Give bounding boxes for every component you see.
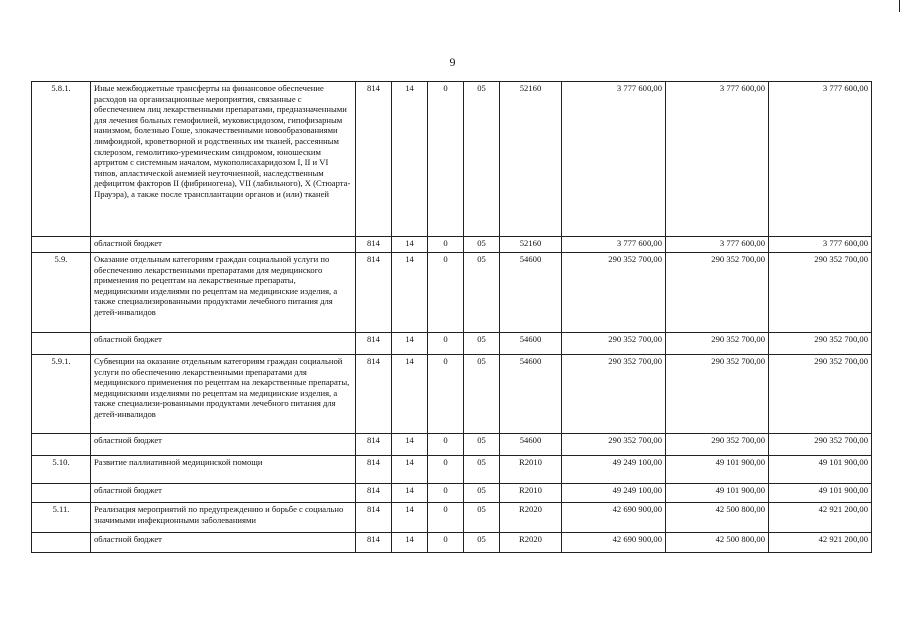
code-section: 14: [392, 434, 428, 456]
budget-table: [31, 81, 872, 553]
row-description: областной бюджет: [91, 533, 356, 553]
code-target: R2010: [500, 456, 562, 484]
amount-year-3: 290 352 700,00: [769, 355, 872, 434]
code-ministry: 814: [356, 434, 392, 456]
amount-year-3: 290 352 700,00: [769, 333, 872, 355]
code-subprogram: 05: [464, 503, 500, 533]
amount-year-2: 290 352 700,00: [666, 333, 769, 355]
amount-year-2: 290 352 700,00: [666, 355, 769, 434]
code-section: 14: [392, 484, 428, 503]
row-description: Иные межбюджетные трансферты на финансовое обеспечение расходов на организационные мероприятия, связанные с обеспечением лиц лекарственными препаратами, предназначенными для лечения больных гемофилией, муковисцидозом, гипофизарным нанизмом, болезнью Гоше, злокачественными новообразованиями лимфоидной, кроветворной и родственных им тканей, рассеянным склерозом, гемолитико-уремическим синдромом, юношеским артритом с системным началом, мукополисахаридозом I, II и VI типов, апластической анемией неуточненной, наследственным дефицитом факторов II (фибриногена), VII (лабильного), X (Стюарта-Прауэра), а также после трансплантации органов и (или) тканей: [91, 82, 356, 237]
amount-year-1: 3 777 600,00: [562, 237, 666, 253]
code-program: 0: [428, 82, 464, 237]
amount-year-2: 49 101 900,00: [666, 484, 769, 503]
amount-year-2: 42 500 800,00: [666, 503, 769, 533]
code-target: 54600: [500, 434, 562, 456]
amount-year-1: 290 352 700,00: [562, 434, 666, 456]
row-number: 5.9.: [32, 253, 91, 333]
amount-year-2: 290 352 700,00: [666, 253, 769, 333]
row-description: областной бюджет: [91, 237, 356, 253]
code-target: 54600: [500, 333, 562, 355]
code-program: 0: [428, 355, 464, 434]
code-ministry: 814: [356, 82, 392, 237]
code-program: 0: [428, 533, 464, 553]
table-row: [32, 253, 872, 333]
amount-year-3: 49 101 900,00: [769, 456, 872, 484]
amount-year-1: 42 690 900,00: [562, 533, 666, 553]
amount-year-1: 290 352 700,00: [562, 333, 666, 355]
code-ministry: 814: [356, 355, 392, 434]
table-row: [32, 355, 872, 434]
code-ministry: 814: [356, 237, 392, 253]
row-description: Субвенции на оказание отдельным категориям граждан социальной услуги по обеспечению лекарственными препаратами для медицинского применения по рецептам на лекарственные препараты, медицинскими изделиями по рецептам на медицинские изделия, а также специализи-рованными продуктами лечебного питания для детей-инвалидов: [91, 355, 356, 434]
amount-year-3: 49 101 900,00: [769, 484, 872, 503]
code-program: 0: [428, 237, 464, 253]
amount-year-1: 49 249 100,00: [562, 456, 666, 484]
amount-year-2: 49 101 900,00: [666, 456, 769, 484]
amount-year-3: 290 352 700,00: [769, 253, 872, 333]
code-subprogram: 05: [464, 333, 500, 355]
amount-year-2: 3 777 600,00: [666, 82, 769, 237]
amount-year-3: 42 921 200,00: [769, 533, 872, 553]
code-section: 14: [392, 533, 428, 553]
code-subprogram: 05: [464, 82, 500, 237]
code-program: 0: [428, 503, 464, 533]
row-number: 5.11.: [32, 503, 91, 533]
code-ministry: 814: [356, 456, 392, 484]
code-ministry: 814: [356, 253, 392, 333]
code-subprogram: 05: [464, 237, 500, 253]
code-subprogram: 05: [464, 253, 500, 333]
code-ministry: 814: [356, 333, 392, 355]
row-number: [32, 533, 91, 553]
amount-year-1: 290 352 700,00: [562, 253, 666, 333]
code-subprogram: 05: [464, 456, 500, 484]
code-program: 0: [428, 253, 464, 333]
code-subprogram: 05: [464, 355, 500, 434]
amount-year-1: 3 777 600,00: [562, 82, 666, 237]
code-subprogram: 05: [464, 533, 500, 553]
row-description: областной бюджет: [91, 333, 356, 355]
amount-year-2: 3 777 600,00: [666, 237, 769, 253]
row-description: Развитие паллиативной медицинской помощи: [91, 456, 356, 484]
amount-year-2: 42 500 800,00: [666, 533, 769, 553]
code-section: 14: [392, 237, 428, 253]
code-target: R2020: [500, 503, 562, 533]
code-section: 14: [392, 333, 428, 355]
row-description: областной бюджет: [91, 484, 356, 503]
code-section: 14: [392, 355, 428, 434]
edge-mark: [899, 0, 900, 12]
row-number: [32, 333, 91, 355]
code-section: 14: [392, 503, 428, 533]
row-description: Реализация мероприятий по предупреждению и борьбе с социально значимыми инфекционными заболеваниями: [91, 503, 356, 533]
row-number: 5.8.1.: [32, 82, 91, 237]
code-target: 54600: [500, 253, 562, 333]
table-row-subtotal: [32, 533, 872, 553]
code-ministry: 814: [356, 503, 392, 533]
amount-year-1: 42 690 900,00: [562, 503, 666, 533]
table-row-subtotal: [32, 333, 872, 355]
amount-year-3: 3 777 600,00: [769, 237, 872, 253]
code-subprogram: 05: [464, 434, 500, 456]
code-program: 0: [428, 456, 464, 484]
amount-year-3: 42 921 200,00: [769, 503, 872, 533]
page-number: 9: [449, 55, 456, 69]
code-ministry: 814: [356, 484, 392, 503]
code-program: 0: [428, 484, 464, 503]
row-number: 5.9.1.: [32, 355, 91, 434]
code-section: 14: [392, 253, 428, 333]
row-description: областной бюджет: [91, 434, 356, 456]
amount-year-3: 3 777 600,00: [769, 82, 872, 237]
code-target: 52160: [500, 82, 562, 237]
table-row: [32, 456, 872, 484]
code-section: 14: [392, 456, 428, 484]
code-program: 0: [428, 434, 464, 456]
amount-year-2: 290 352 700,00: [666, 434, 769, 456]
table-row-subtotal: [32, 237, 872, 253]
code-target: 54600: [500, 355, 562, 434]
table-row: [32, 82, 872, 237]
code-program: 0: [428, 333, 464, 355]
row-number: [32, 237, 91, 253]
row-number: 5.10.: [32, 456, 91, 484]
row-description: Оказание отдельным категориям граждан социальной услуги по обеспечению лекарственными препаратами для медицинского применения по рецептам на лекарственные препараты, медицинскими изделиями по рецептам на медицинские изделия, а также специализированными продуктами лечебного питания для детей-инвалидов: [91, 253, 356, 333]
table-row-subtotal: [32, 484, 872, 503]
code-target: R2010: [500, 484, 562, 503]
amount-year-1: 49 249 100,00: [562, 484, 666, 503]
amount-year-3: 290 352 700,00: [769, 434, 872, 456]
row-number: [32, 484, 91, 503]
code-section: 14: [392, 82, 428, 237]
table-row: [32, 503, 872, 533]
amount-year-1: 290 352 700,00: [562, 355, 666, 434]
code-subprogram: 05: [464, 484, 500, 503]
row-number: [32, 434, 91, 456]
table-row-subtotal: [32, 434, 872, 456]
code-target: R2020: [500, 533, 562, 553]
code-ministry: 814: [356, 533, 392, 553]
code-target: 52160: [500, 237, 562, 253]
